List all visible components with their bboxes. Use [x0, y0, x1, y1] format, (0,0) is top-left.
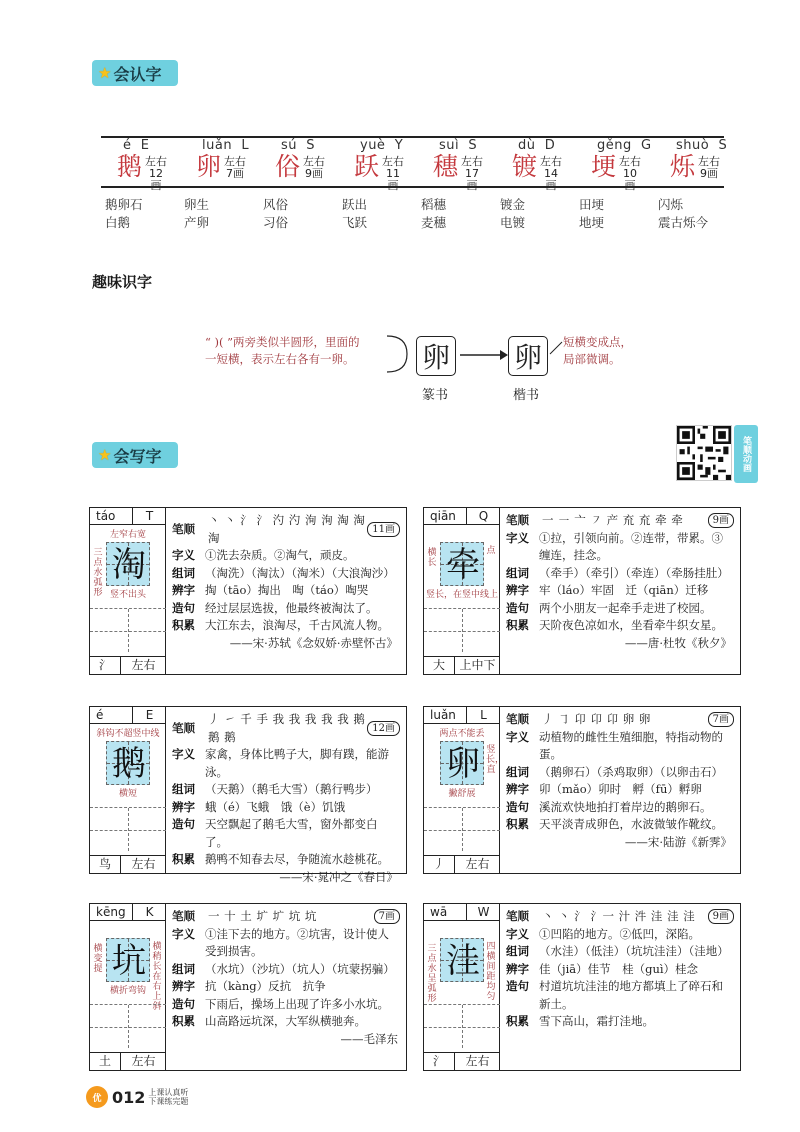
radical: 鸟: [98, 857, 111, 871]
character-card-鹅: [89, 706, 407, 884]
stroke-order-row: 笔顺 丿 ㇀ 千 手 我 我 我 我 我 鹅 鹅 鹅 12画: [172, 711, 400, 746]
card-row: 组词 （牵手）（牵引）（牵连）（牵肠挂肚）: [506, 565, 729, 580]
regular-label: 楷书: [513, 388, 540, 403]
character-card-洼: [423, 903, 741, 1071]
card-row: 造句 天空飘起了鹅毛大雪，窗外都变白了。: [172, 817, 378, 849]
card-pinyin: é E: [90, 707, 166, 724]
card-right-panel: [172, 908, 400, 1048]
stroke-order-row: 笔顺 丶 丶 氵 氵 汋 汋 洵 洵 淘 淘 淘 11画: [172, 512, 400, 547]
recognize-char-5: [496, 136, 574, 192]
card-left-panel: [424, 904, 500, 1070]
model-character: 洼: [446, 941, 480, 981]
structure: 上中下: [454, 657, 500, 674]
page-footer: [86, 1086, 188, 1108]
stroke-count: 7画: [708, 712, 734, 727]
section-title: 会认字: [113, 64, 162, 84]
card-row: 字义 家禽，身体比鸭子大，脚有蹼，能游泳。: [172, 747, 389, 779]
writing-grid: [106, 542, 150, 586]
structure: 左右: [120, 657, 166, 674]
character: 穗: [433, 152, 459, 181]
card-foot: [424, 1052, 500, 1070]
practice-grid: [90, 1004, 166, 1048]
fun-note-left: “ )( ”两旁类似半圆形，里面的 一短横，表示左右各有一卵。: [205, 335, 360, 366]
structure-info: 左右 11画: [382, 155, 404, 192]
card-pinyin: táo T: [90, 508, 166, 525]
character: 烁: [670, 152, 696, 181]
recognize-char-6: [575, 136, 653, 192]
radical: 土: [98, 1054, 111, 1068]
character: 埂: [591, 152, 617, 181]
pinyin: gěng G: [597, 138, 652, 153]
card-row: 积累 雪下高山，霜打洼地。: [506, 1014, 654, 1028]
recognize-char-1: [180, 136, 258, 186]
writing-tip-right: 竖长，直: [486, 745, 505, 775]
radical: 大: [432, 658, 445, 672]
footer-motto: 上课认真听 下课练完题: [148, 1088, 189, 1106]
card-left-panel: [90, 508, 166, 674]
card-right-panel: [506, 711, 734, 851]
card-row: 辨字 牢（láo）牢固 迁（qiān）迁移: [506, 583, 709, 597]
character: 俗: [275, 152, 301, 181]
character-card-淘: [89, 507, 407, 675]
structure-info: 左右 12画: [145, 155, 167, 192]
stroke-order: 丿 ㇀ 千 手 我 我 我 我 我 鹅 鹅 鹅: [208, 712, 366, 744]
card-row: 组词 （鹅卵石）（杀鸡取卵）（以卵击石）: [506, 764, 723, 779]
practice-grid: [424, 608, 500, 652]
card-right-panel: [506, 908, 734, 1031]
card-left-panel: [424, 508, 500, 674]
pinyin: shuò S: [676, 138, 728, 153]
card-row: 组词 （水坑）（沙坑）（坑人）（坑蒙拐骗）: [172, 961, 395, 976]
recognize-table: [101, 136, 728, 254]
stroke-animation-tag[interactable]: 笔顺动画: [734, 425, 758, 483]
recognize-char-2: [259, 136, 337, 186]
writing-grid: [106, 938, 150, 982]
character-card-坑: [89, 903, 407, 1071]
writing-tip-bottom: 横折弯钩: [109, 986, 146, 996]
recognize-words-5: 镀金 电镀: [500, 197, 526, 230]
section-tag-write: [92, 442, 178, 468]
card-foot: [90, 855, 166, 873]
structure-info: 左右 9画: [698, 155, 720, 180]
writing-tip-bottom: 竖长，在竖中线上: [425, 590, 498, 600]
writing-tip-top: 左窄右宽: [109, 530, 146, 540]
card-left-panel: [424, 707, 505, 873]
stroke-count: 12画: [367, 721, 400, 736]
radical: 氵: [432, 1054, 445, 1068]
writing-tip-left: 横长: [427, 548, 437, 568]
card-row: 造句 两个小朋友一起牵手走进了校园。: [506, 600, 712, 615]
writing-tip-bottom: 竖不出头: [109, 590, 146, 600]
card-row: 组词 （水洼）（低洼）（坑坑洼洼）（洼地）: [506, 944, 729, 958]
arrow-icon: [460, 348, 508, 362]
card-row: 组词 （淘洗）（淘汰）（淘米）（大浪淘沙）: [172, 565, 395, 580]
recognize-char-3: [338, 136, 416, 192]
medal-icon: 优: [86, 1086, 108, 1108]
card-row: 造句 经过层层选拔，他最终被淘汰了。: [172, 600, 378, 615]
stroke-order-row: 笔顺 丿 ㇆ 卬 卬 卬 卵 卵 7画: [506, 711, 734, 729]
card-right-panel: [506, 512, 734, 652]
pinyin: luǎn L: [202, 138, 250, 153]
quote-source: ——宋·晁冲之《春日》: [279, 869, 398, 884]
stroke-order: 一 ㇐ 亠 ㇇ 产 㐬 㐬 牵 牵: [542, 513, 684, 527]
writing-tip-left: 三点水弧形: [93, 548, 103, 598]
section-tag-recognize: [92, 60, 178, 86]
card-row: 字义 ①凹陷的地方。②低凹，深陷。: [506, 926, 700, 941]
stroke-order: 丶 丶 氵 氵 汋 汋 洵 洵 淘 淘 淘: [208, 513, 366, 545]
recognize-words-6: 田埂 地埂: [579, 197, 605, 230]
radical: 氵: [98, 658, 111, 672]
practice-grid: [90, 608, 166, 652]
card-row: 字义 ①洗去杂质。②淘气，顽皮。: [172, 548, 355, 562]
card-foot: [90, 1052, 166, 1070]
structure-info: 左右 7画: [224, 155, 246, 180]
recognize-words-0: 鹅卵石 白鹅: [105, 197, 143, 230]
pinyin: sú S: [281, 138, 316, 153]
recognize-words-2: 风俗 习俗: [263, 197, 289, 230]
pointer-line: [548, 338, 564, 358]
character-card-牵: [423, 507, 741, 675]
writing-tip-left: 横变提: [93, 944, 103, 974]
card-row: 造句 下雨后，操场上出现了许多小水坑。: [172, 996, 389, 1011]
quote-source: ——唐·杜牧《秋夕》: [624, 635, 732, 650]
writing-tip-bottom: 撇舒展: [448, 789, 476, 799]
card-row: 积累 天平淡青成卵色，水波微皱作靴纹。: [506, 817, 723, 831]
card-row: 字义 ①洼下去的地方。②坑害，设计使人受到损害。: [172, 926, 389, 958]
page-number: 012: [112, 1087, 146, 1107]
writing-tip-right: 点: [486, 546, 496, 556]
pinyin: suì S: [439, 138, 478, 153]
structure-info: 左右 9画: [303, 155, 325, 180]
character: 跃: [354, 152, 380, 181]
practice-grid: [90, 807, 166, 851]
stroke-order: 丿 ㇆ 卬 卬 卬 卵 卵: [542, 712, 651, 726]
card-foot: [90, 656, 166, 674]
character-card-卵: [423, 706, 741, 874]
card-pinyin: wā W: [424, 904, 500, 921]
writing-tip-top: 斜钩不超竖中线: [96, 729, 160, 739]
structure: 左右: [120, 856, 166, 873]
section-title: 会写字: [113, 446, 162, 466]
writing-tip-top: 两点不能丢: [439, 729, 485, 739]
structure: 左右: [454, 1053, 500, 1070]
star-icon: ★: [98, 446, 112, 464]
structure: 左右: [120, 1053, 166, 1070]
stroke-order-row: 笔顺 丶 丶 氵 氵一 汁 汼 洼 洼 洼 9画: [506, 908, 734, 926]
card-left-panel: [90, 707, 166, 873]
model-character: 牵: [446, 545, 480, 585]
stroke-count: 9画: [708, 513, 734, 528]
card-row: 辨字 蛾（é）飞蛾 饿（è）饥饿: [172, 799, 346, 814]
card-row: 辨字 掏（tāo）掏出 啕（táo）啕哭: [172, 583, 369, 597]
quote-source: ——毛泽东: [340, 1031, 398, 1046]
card-row: 积累 大江东去，浪淘尽，千古风流人物。: [172, 618, 389, 632]
card-row: 积累 鹅鸭不知春去尽，争随流水趁桃花。: [172, 852, 389, 866]
recognize-words-1: 卵生 产卵: [184, 197, 210, 230]
quote-source: ——宋·陆游《新霁》: [624, 834, 732, 849]
regular-script-char: 卵: [508, 336, 548, 376]
card-left-panel: [90, 904, 166, 1070]
seal-label: 篆书: [422, 388, 449, 403]
model-character: 坑: [112, 941, 146, 981]
card-pinyin: qiān Q: [424, 508, 500, 525]
stroke-order-row: 笔顺 一 十 土 圹 圹 坑 坑 7画: [172, 908, 400, 926]
stroke-count: 11画: [367, 522, 400, 537]
card-row: 辨字 佳（jiā）佳节 桂（guì）桂念: [506, 961, 699, 976]
card-row: 辨字 卯（mǎo）卯时 孵（fū）孵卵: [506, 782, 702, 796]
writing-tip-right: 横稍长在右上斜: [152, 942, 162, 1012]
model-character: 淘: [112, 545, 146, 585]
model-character: 卵: [446, 744, 480, 784]
stroke-count: 7画: [374, 909, 400, 924]
card-row: 辨字 抗（kàng）反抗 抗争: [172, 979, 326, 993]
fun-title: 趣味识字: [92, 273, 153, 291]
recognize-char-7: [654, 136, 732, 186]
model-character: 鹅: [112, 744, 146, 784]
character: 鹅: [117, 152, 143, 181]
stroke-order-row: 笔顺 一 ㇐ 亠 ㇇ 产 㐬 㐬 牵 牵 9画: [506, 512, 734, 530]
writing-grid: [440, 741, 484, 785]
pinyin: dù D: [518, 138, 556, 153]
stroke-order: 丶 丶 氵 氵一 汁 汼 洼 洼 洼: [542, 909, 696, 923]
bracket-arrow: [385, 332, 415, 376]
card-right-panel: [172, 512, 400, 652]
quote-source: ——宋·苏轼《念奴娇·赤壁怀古》: [229, 635, 398, 650]
card-foot: [424, 855, 500, 873]
qr-code-icon[interactable]: [676, 425, 732, 481]
fun-note-right: 短横变成点， 局部微调。: [563, 335, 632, 366]
card-row: 积累 天阶夜色凉如水，坐看牵牛织女星。: [506, 618, 723, 632]
writing-grid: [440, 938, 484, 982]
card-row: 积累 山高路远坑深，大军纵横驰奔。: [172, 1014, 366, 1028]
radical: 丿: [432, 857, 445, 871]
structure-info: 左右 17画: [461, 155, 483, 192]
recognize-words-4: 稻穗 麦穗: [421, 197, 447, 230]
structure-info: 左右 14画: [540, 155, 562, 192]
character: 卵: [196, 152, 222, 181]
stroke-count: 9画: [708, 909, 734, 924]
stroke-order: 一 十 土 圹 圹 坑 坑: [208, 909, 317, 923]
practice-grid: [424, 807, 500, 851]
writing-tip-right: 四横间距均匀: [486, 942, 496, 1002]
writing-grid: [440, 542, 484, 586]
card-right-panel: [172, 711, 400, 886]
recognize-words-3: 跃出 飞跃: [342, 197, 368, 230]
structure-info: 左右 10画: [619, 155, 641, 192]
writing-tip-left: 三点水呈弧形: [427, 944, 437, 1004]
character: 镀: [512, 152, 538, 181]
card-row: 字义 ①拉，引领向前。②连带，带累。③缠连，挂念。: [506, 530, 723, 562]
pinyin: yuè Y: [360, 138, 404, 153]
recognize-char-0: [101, 136, 179, 192]
recognize-char-4: [417, 136, 495, 192]
card-row: 造句 溪流欢快地拍打着岸边的鹅卵石。: [506, 799, 712, 814]
pinyin: é E: [123, 138, 150, 153]
practice-grid: [424, 1004, 500, 1048]
star-icon: ★: [98, 64, 112, 82]
card-row: 字义 动植物的雌性生殖细胞，特指动物的蛋。: [506, 729, 723, 761]
structure: 左右: [454, 856, 500, 873]
writing-grid: [106, 741, 150, 785]
card-pinyin: kēng K: [90, 904, 166, 921]
writing-tip-bottom: 横短: [118, 789, 137, 799]
card-row: 组词 （天鹅）（鹅毛大雪）（鹅行鸭步）: [172, 782, 378, 796]
seal-script-char: 卵: [416, 336, 456, 376]
recognize-words-7: 闪烁 震古烁今: [658, 197, 709, 230]
card-row: 造句 村道坑坑洼洼的地方都填上了碎石和新土。: [506, 979, 723, 1011]
card-foot: [424, 656, 500, 674]
card-pinyin: luǎn L: [424, 707, 500, 724]
